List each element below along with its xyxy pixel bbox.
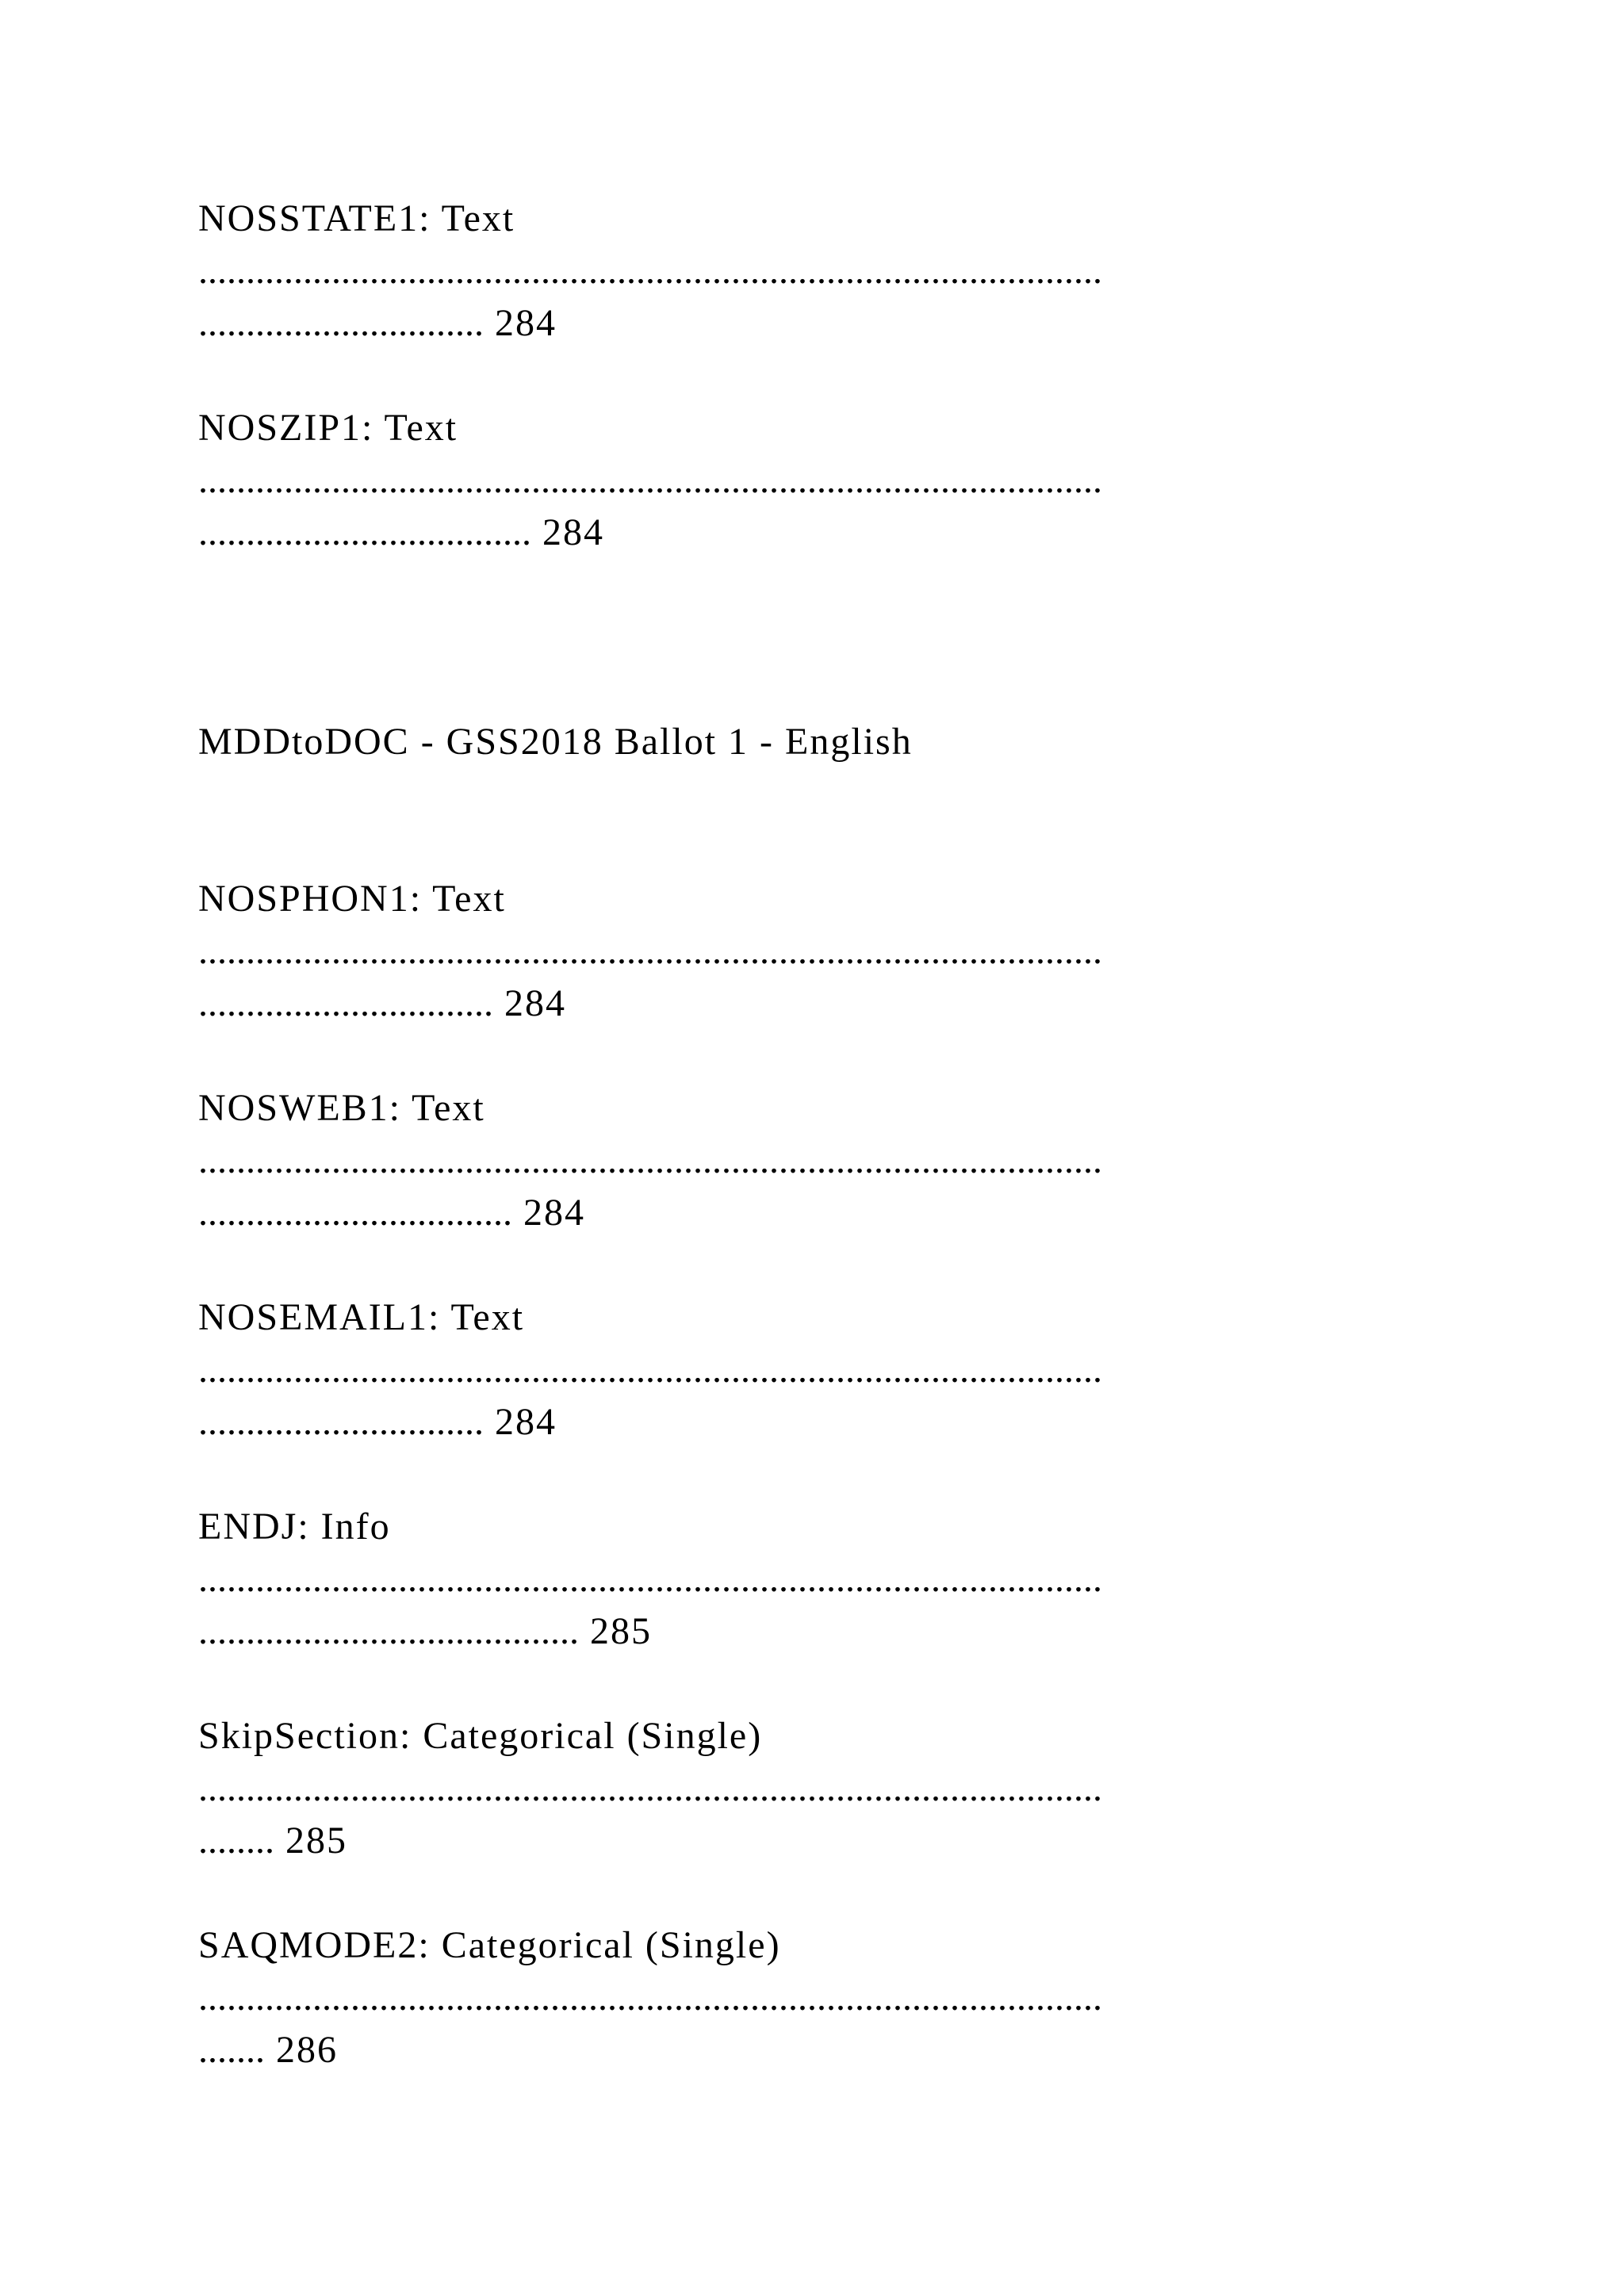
running-header: MDDtoDOC - GSS2018 Ballot 1 - English xyxy=(198,721,913,763)
toc-entry-label: NOSPHON1: Text xyxy=(198,878,506,920)
toc-entry-leader-dots: .............................. xyxy=(198,302,484,344)
toc-entry-label: NOSSTATE1: Text xyxy=(198,197,515,239)
toc-entry-leader-continued xyxy=(198,2031,338,2069)
toc-entry-leader: ............................................................................................... xyxy=(198,932,1102,970)
toc-entry-page: 284 xyxy=(523,1192,585,1234)
toc-entry-leader-dots: ............................... xyxy=(198,982,493,1024)
toc-entry-leader-continued xyxy=(198,1403,557,1441)
toc-entry-page: 284 xyxy=(495,1401,557,1443)
toc-entry-label: ENDJ: Info xyxy=(198,1506,391,1548)
toc-entry-leader-dots: .............................. xyxy=(198,1401,484,1443)
toc-entry-leader-continued xyxy=(198,1194,585,1232)
toc-entry-label: SkipSection: Categorical (Single) xyxy=(198,1715,763,1757)
toc-entry-leader: ............................................................................................... xyxy=(198,1979,1102,2017)
toc-entry-page: 284 xyxy=(495,302,557,344)
toc-entry-leader: ............................................................................................... xyxy=(198,1770,1102,1808)
toc-entry-leader-dots: ........................................ xyxy=(198,1610,579,1652)
toc-entry-leader-dots: ................................... xyxy=(198,511,531,553)
toc-entry-leader-continued xyxy=(198,511,604,553)
toc-entry-leader-dots: ....... xyxy=(198,2029,265,2071)
toc-entry-label: NOSZIP1: Text xyxy=(198,407,458,449)
toc-entry-leader: ............................................................................................... xyxy=(198,1142,1102,1180)
toc-entry-label: SAQMODE2: Categorical (Single) xyxy=(198,1924,781,1966)
toc-entry-page: 285 xyxy=(590,1610,652,1652)
toc-entry-leader: ............................................................................................... xyxy=(198,1560,1102,1598)
toc-entry-page: 285 xyxy=(285,1820,347,1862)
toc-entry-page: 284 xyxy=(542,511,604,553)
toc-entry-page: 284 xyxy=(504,982,566,1024)
toc-entry-leader-dots: ................................. xyxy=(198,1192,512,1234)
toc-entry-label: NOSEMAIL1: Text xyxy=(198,1296,525,1338)
toc-entry-leader-continued xyxy=(198,304,557,342)
toc-entry-leader: ............................................................................................... xyxy=(198,252,1102,290)
toc-entry-leader-continued xyxy=(198,982,566,1024)
toc-entry-page: 286 xyxy=(276,2029,338,2071)
toc-entry-label: NOSWEB1: Text xyxy=(198,1087,485,1129)
toc-entry-leader-continued xyxy=(198,1610,652,1652)
toc-entry-leader-continued xyxy=(198,1822,347,1860)
toc-entry-leader: ............................................................................................... xyxy=(198,461,1102,499)
toc-entry-leader: ............................................................................................... xyxy=(198,1351,1102,1389)
toc-entry-leader-dots: ........ xyxy=(198,1820,274,1862)
